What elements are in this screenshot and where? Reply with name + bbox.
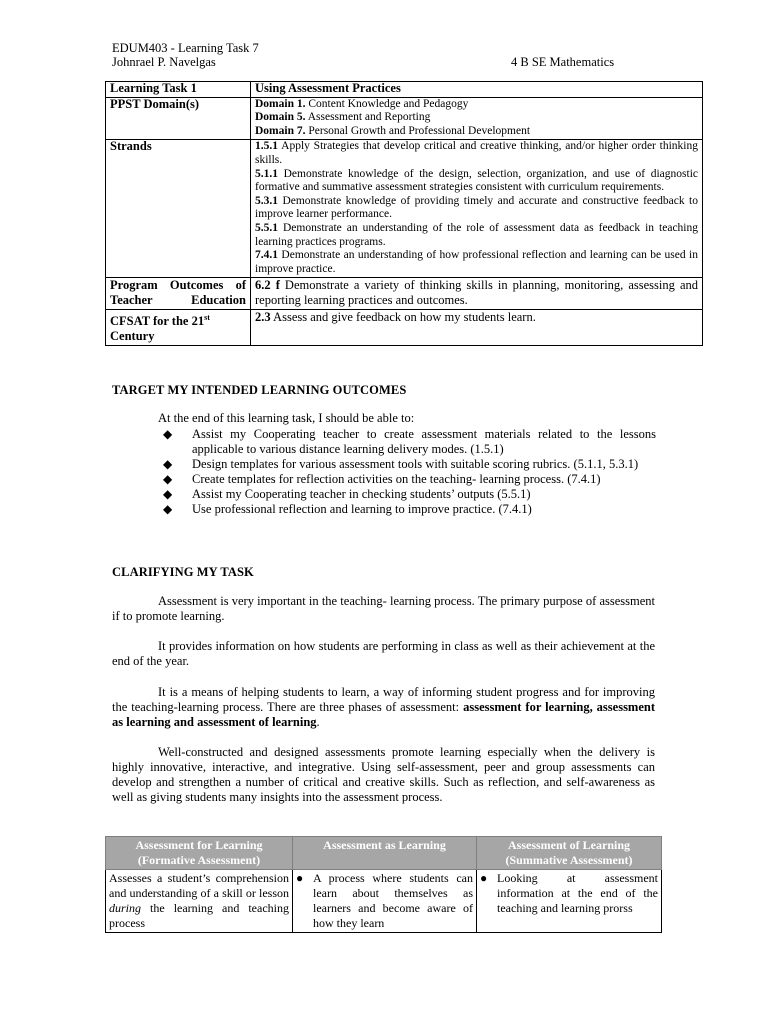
outcomes-list — [163, 427, 656, 517]
column-header: Assessment for Learning (Formative Assessment) — [106, 837, 293, 870]
author-name: Johnrael P. Navelgas — [112, 55, 216, 69]
cfsat-value: 2.3 Assess and give feedback on how my students learn. — [251, 310, 703, 346]
list-item: ◆ Create templates for reflection activities on the teaching- learning process. (7.4.1) — [163, 472, 601, 486]
table-cell: ● Looking at assessment information at the end of the teaching and learning prorss — [477, 870, 662, 933]
diamond-bullet-icon: ◆ — [163, 427, 173, 441]
task-value: Using Assessment Practices — [251, 82, 703, 98]
diamond-bullet-icon: ◆ — [163, 487, 173, 501]
section-class: 4 B SE Mathematics — [511, 55, 615, 69]
table-cell: Assesses a student’s comprehension and understanding of a skill or lesson during the learning and teaching process — [106, 870, 293, 933]
table-row — [106, 82, 703, 98]
bullet-icon: ● — [296, 871, 304, 885]
table-row — [106, 310, 703, 346]
diamond-bullet-icon: ◆ — [163, 457, 173, 471]
section-title-clarifying: CLARIFYING MY TASK — [112, 565, 254, 579]
table-cell: ● A process where students can learn about themselves as learners and become aware of how they learn — [293, 870, 477, 933]
table-row — [106, 870, 662, 933]
ppst-label: PPST Domain(s) — [106, 97, 251, 140]
table-row — [106, 278, 703, 310]
assessment-phases-table — [105, 836, 662, 933]
strand-item: 5.3.1 Demonstrate knowledge of providing timely and accurate and constructive feedback to improve learner performance. — [255, 194, 698, 221]
column-header: Assessment of Learning (Summative Assessment) — [477, 837, 662, 870]
strand-item: 5.5.1 Demonstrate an understanding of the role of assessment data as feedback in teaching learning practices programs. — [255, 221, 698, 248]
paragraph: It provides information on how students are performing in class as well as their achievement at the end of the year. — [112, 639, 655, 668]
domain-item: Domain 7. Personal Growth and Professional Development — [255, 124, 531, 137]
bullet-icon: ● — [480, 871, 488, 885]
list-item: ◆ Assist my Cooperating teacher in checking students’ outputs (5.5.1) — [163, 487, 531, 501]
domain-item: Domain 1. Content Knowledge and Pedagogy — [255, 97, 469, 110]
table-header-row — [106, 837, 662, 870]
list-item: ◆ Design templates for various assessment tools with suitable scoring rubrics. (5.1.1, 5.3.1) — [163, 457, 639, 471]
section-title-outcomes: TARGET MY INTENDED LEARNING OUTCOMES — [112, 383, 407, 397]
table-row — [106, 97, 703, 140]
cfsat-label: CFSAT for the 21st Century — [106, 310, 251, 346]
paragraph: Well-constructed and designed assessments promote learning especially when the delivery is highly innovative, interactive, and integrative. Using self-assessment, peer and group assessments can develop and strengthen a number of critical and creative skills. Such as reflection, and self-awareness as well as giving students many insights into the assessment process. — [112, 745, 655, 804]
paragraph: It is a means of helping students to learn, a way of informing student progress and for improving the teaching-learning process. There are three phases of assessment: assessment for learning, assessment as learning and assessment of learning. — [112, 685, 656, 729]
learning-task-info-table — [105, 81, 703, 346]
program-outcomes-value: 6.2 f Demonstrate a variety of thinking skills in planning, monitoring, assessing and reporting learning practices and outcomes. — [251, 278, 703, 310]
program-outcomes-label: Program Outcomes of Teacher Education — [106, 278, 251, 310]
paragraph: Assessment is very important in the teaching- learning process. The primary purpose of assessment if to promote learning. — [112, 594, 655, 623]
list-item: ◆ Assist my Cooperating teacher to create assessment materials related to the lessons applicable to various distance learning delivery modes. (1.5.1) — [163, 427, 656, 456]
strands-label: Strands — [106, 140, 251, 278]
diamond-bullet-icon: ◆ — [163, 472, 173, 486]
table-row — [106, 140, 703, 278]
strands-list — [251, 140, 703, 278]
course-title: EDUM403 - Learning Task 7 — [112, 41, 259, 55]
task-label: Learning Task 1 — [106, 82, 251, 98]
domain-item: Domain 5. Assessment and Reporting — [255, 111, 431, 124]
ppst-domains — [251, 97, 703, 140]
diamond-bullet-icon: ◆ — [163, 502, 173, 516]
list-item: ◆ Use professional reflection and learning to improve practice. (7.4.1) — [163, 502, 532, 516]
strand-item: 7.4.1 Demonstrate an understanding of how professional reflection and learning can be used in improve practice. — [255, 249, 698, 275]
strand-item: 1.5.1 Apply Strategies that develop critical and creative thinking, and/or higher order thinking skills. — [255, 140, 698, 166]
column-header: Assessment as Learning — [293, 837, 477, 870]
outcomes-intro: At the end of this learning task, I should be able to: — [158, 411, 415, 425]
strand-item: 5.1.1 Demonstrate knowledge of the design, selection, organization, and use of diagnostic formative and summative assessment strategies consistent with curriculum requirements. — [255, 167, 698, 194]
